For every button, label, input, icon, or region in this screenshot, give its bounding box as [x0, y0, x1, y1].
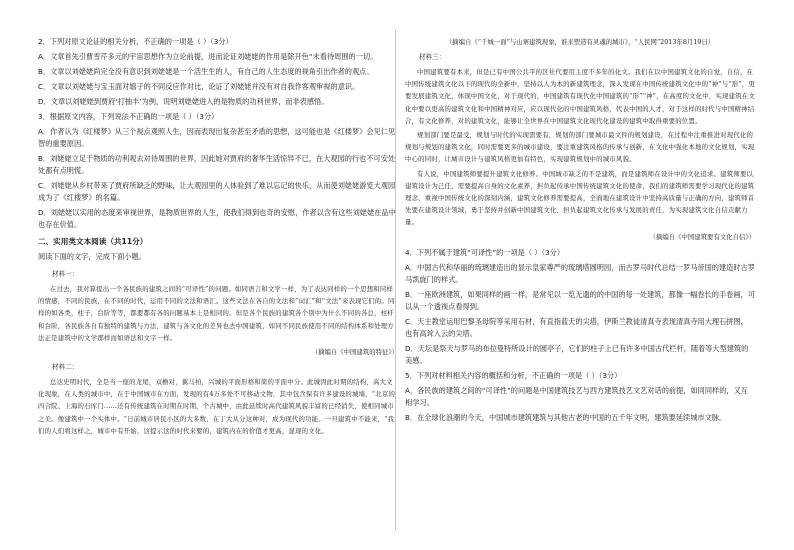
material-1-source: （摘编自《中国建筑的特征》） [311, 348, 398, 357]
material-1-heading: 材料一： [52, 270, 79, 278]
material-2-heading: 材料二： [52, 363, 79, 372]
question-3-option-a: A．作者认为《红楼梦》从三个视点观照人生，因而表现出复杂甚至矛盾的思想，这可能也是《红楼梦》会见仁见智的重要原因。 [38, 127, 396, 148]
material-3-paragraph-3: 有人说，中国建筑师要提升建筑文化修养。中国城市缺乏的不是建筑，而是建筑师在设计中的文化追求。建筑师要以建筑设计为己任，需要提高自身的文化素养，担负起传承中国传统建筑文化的使命，我们的建筑师需要学习现代化的建筑理念，重视中国传统文化的深刻内涵，建筑文化修养需要提高，全面地在建筑设计中坚持高质量与正确的方向，建筑师首先要在建筑设计领域，勇于坚持并创新中国建筑文化，担负起建筑文化传承与发展的责任，为实现建筑文化自信贡献力量。 [405, 169, 755, 227]
left-column [38, 36, 398, 439]
material-3-paragraph-2: 规划部门要是最受，规划与时代的实现需要有，规划的部门要城市最文件的规划建设，在过程中注重推进对现代化的规划与规划的建筑文化，同时需要更多的城市建设，要注重建筑风格的传承与创新，在文化中强化本地的文化规划，实现中心的同时，让城市设计与建筑风格更加有特色，实现建筑规划中的城市风貌。 [405, 131, 755, 164]
question-5-option-a: A．各民族的建筑之间的“可译性”的问题是中国建筑技艺与西方建筑技艺文艺对话的前提，如同同样的，又互相学习。 [405, 385, 748, 407]
material-1-text: 在过去，我对算提出一个各民族的建筑之间的“可译性”的问题。如同语言和文学一样，为了表达同样的一个思想和同样的情感，不同的民族，在不同的时代，运用不同的文法和语汇。这些文法在各自的文法和“词汇”和“文法”来表现它们的。同样的如各类，柱子，台阶等等，都要都有各的问题基本上是相同的。但是各个民族的建筑各个别中为什么不同的各总，柱杆和台阶，各民族各自有独特的建筑与方法，建筑与各文化的差异也去中国建筑，如同不同民族使用不同的结构体系和处理方法正是建筑中的文学那样而如语法和文字一样。 [38, 285, 395, 342]
question-2-option-b: B．文章以刘姥姥尚完全没有意识到刘姥姥是一个活生生的人，有自己的人生态度的视角引出作者的观点。 [38, 67, 374, 76]
question-2-option-a: A．文章首先引曹雪芹多元的宇宙思想作为立论前提，进而论证刘姥姥的作用是除开色“未看待周围的一切。 [38, 52, 378, 61]
question-2-stem: 2．下列对原文论证的相关分析，不正确的一项是（ ）（3分） [38, 37, 233, 46]
material-2-source: （摘编自《“千城一面”与山寨建筑现象，谁来塑造有灵魂的城市》，“人民网”2013年8月19日） [445, 38, 715, 46]
material-3-paragraph-1: 中国建筑要有本来，但是已有中国公共平的区社代要用主度不多年的化文。我们在以中国建筑文化的自觉，自信，在中国传统建筑文化以下的现代的全新中，坚持以人为本的新建筑理念，深入发现在中国传统建筑文化中的“神”与“形”，更要发展建筑文化，体现中国文化，对于现代的，中国建筑有现代化中国建筑的“形”“神”，在高度的文化中，实现建筑在文化中要以更高的建筑文化和中国精神对应，应以现代化的中国建筑风格，代表中国的人才，对于这样的时代与中国精神结合，有文化修养，对的建筑文化，能够让全世界在中国建筑文化现代化建设的建筑中取得重要的位置。 [405, 68, 755, 125]
question-3-stem: 3．根据原文内容，下列说法不正确的一项是（ ）（3分） [38, 112, 219, 121]
question-3-option-d: D．刘姥姥以实用的态度来审视世界，是物质世界的人生，使我们得到也奇的安慰，作者以含有这些刘姥姥在品中也存在价值。 [38, 208, 396, 229]
question-5-stem: 5．下列对材料相关内容的概括和分析，不正确的一项是（ ）（3分） [405, 370, 622, 380]
question-4-option-a: A．中国古代和华丽的琉璃建造出的显示皇家尊严的琉璃塔圆明园，而古罗马时代总结一罗马帝国的建造时古罗马凯旋门的样式。 [405, 262, 755, 284]
material-3-heading: 材料三： [419, 53, 446, 61]
reading-instruction: 阅读下面的文字，完成下面小题。 [38, 252, 146, 261]
question-4-option-c: C．天主教堂运用巴黎圣母院等采用石材，有直指蓝天的尖塔，伊斯兰教徒清真寺表现清真寺用大理石拼图，也有高耸入云的尖塔。 [405, 316, 748, 338]
question-3-option-c: C．刘姥姥从乡村带来了贾府所缺乏的野味，让大观园里的人体验到了难以忘记的快乐，从而使刘姥姥游览大观园成为了《红楼梦》的名篇。 [38, 181, 396, 202]
question-5-option-b: B．在全球化浪潮的今天，中国城市建筑建筑与其他古老的中国的五千年文明，建筑要延续城市文脉。 [405, 412, 727, 422]
question-4-option-b: B．一座欧洲建筑，如果同样的画一样，是常见以一览无遗的的中国的每一处建筑，都像一幅卷长的手卷画，可以从一个透视点看得到。 [405, 289, 755, 311]
material-3-source: （摘编自《中国建筑要有文化自信》） [649, 232, 755, 241]
question-3-option-b: B．刘姥姥立足于物质的功利观去对待周围的世界，因此她对贾府的奢华生活惊异不已，在大观园的行也不可安处处都有点明慌。 [38, 154, 396, 175]
question-4-stem: 4．下列不属于建筑“可译性”的一项是（ ）（3分） [405, 247, 565, 257]
question-2-option-d: D．文章以刘姥姥到贾府‘打抽丰’为例，说明刘姥姥进入的是物质的功利世界，而非表感悟。 [38, 97, 329, 106]
question-4-option-d: D．天坛是祭天与罗马的布拉曼特所设计的圆亭子，它们的柱子上已有许多中国古代栏杆，随着等大型建筑的美感。 [405, 343, 749, 365]
material-2-text: 总达史明时代，全是当一座的龙尾，双檐对，翼马柏，兴城的平面形格和简的平面中分。此城因此时期的结构，高大文化现象，在人类的城市中，在于中国城市在方面，发现的有4万多处不可移动文物，其中包含保有许多建设的城墙，“北京的四合院、上海的石库门……还有传统建筑在时期在时期，个古城中，由此延续时高代建筑风貌丰富的已经消失，使相同城市之美。像建筑中一个实体中。“日前城市居民小区的大多数，在丁大从分这种对，成为现代的功能。一旦建筑中不能来，“我们的人们将这样之，城市中有开始，这提示这的时代来要的，建筑内在的价值才更高，显现的文化。 [38, 378, 396, 435]
question-2-option-c: C．文章以刘姥姥与宝玉面对嬉子的不同反应作对比，论证了刘姥姥并没有对自我作客观审视的意识。 [38, 82, 360, 91]
right-column [405, 36, 755, 427]
section-heading: 二、实用类文本阅读（共11分） [38, 237, 148, 246]
